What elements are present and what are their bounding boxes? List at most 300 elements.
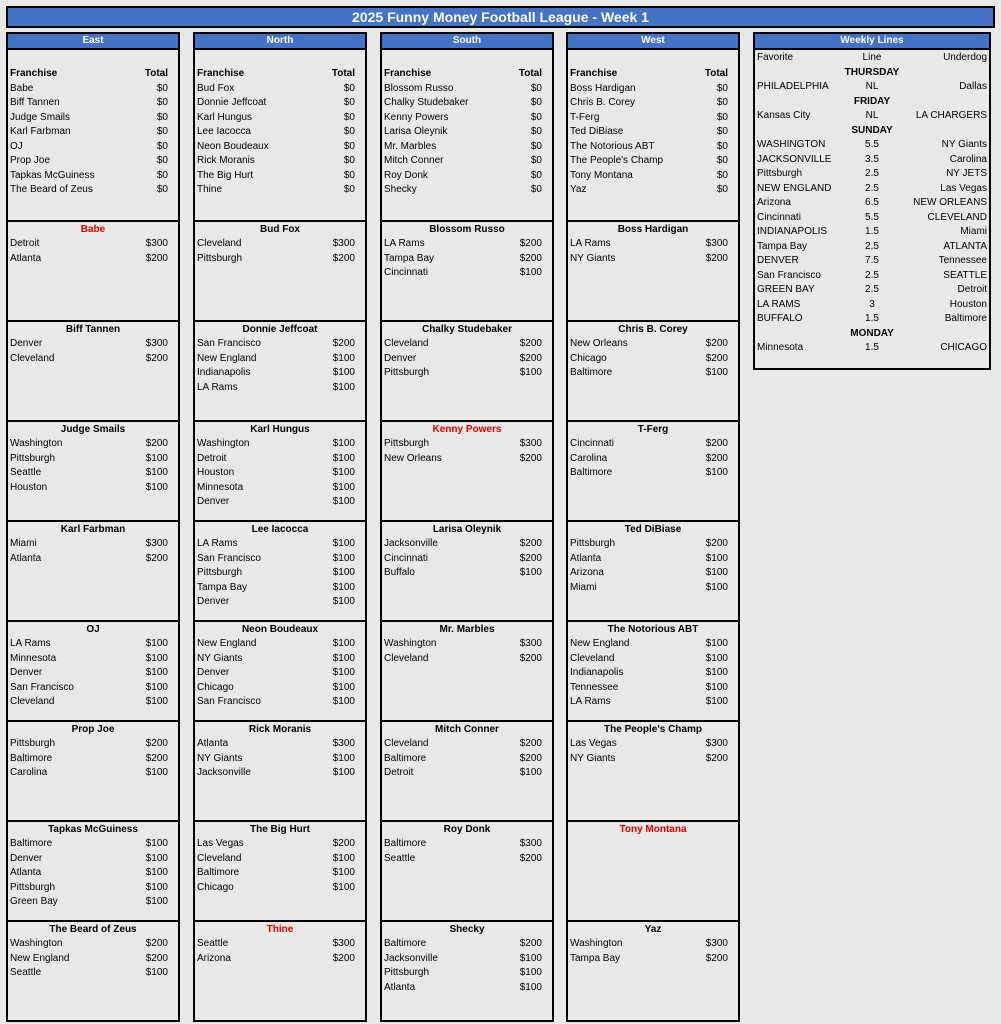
pick-row (195, 337, 365, 352)
standings-row (382, 111, 552, 126)
franchise-name: Kenny Powers (384, 111, 449, 123)
pick-row (568, 237, 738, 252)
line-value: 7.5 (865, 255, 879, 266)
pick-amount: $100 (145, 767, 168, 778)
team-picks-box (6, 320, 180, 422)
pick-team: Washington (384, 638, 437, 649)
pick-row (8, 766, 178, 781)
pick-team: Baltimore (384, 838, 427, 849)
pick-team: Pittsburgh (570, 538, 616, 549)
pick-amount: $100 (519, 367, 542, 378)
franchise-name: Neon Boudeaux (197, 140, 269, 152)
pick-amount: $100 (705, 567, 728, 578)
pick-team: LA Rams (570, 238, 611, 249)
line-row (755, 298, 989, 313)
pick-row (382, 637, 552, 652)
team-name: The Notorious ABT (607, 624, 699, 635)
franchise-name: Donnie Jeffcoat (197, 97, 267, 108)
pick-team: LA Rams (10, 638, 51, 649)
franchise-total: $0 (530, 184, 542, 195)
pick-row (8, 895, 178, 910)
pick-amount: $100 (332, 581, 355, 593)
pick-amount: $200 (519, 552, 542, 564)
pick-amount: $100 (332, 567, 355, 578)
standings-row (8, 140, 178, 155)
pick-amount: $300 (519, 838, 542, 849)
standings-row (568, 169, 738, 184)
underdog-team: Las Vegas (940, 182, 987, 194)
pick-row (382, 566, 552, 581)
team-picks-box (6, 920, 180, 1022)
pick-team: Washington (197, 438, 250, 449)
franchise-name: Chris B. Corey (570, 97, 636, 108)
pick-amount: $100 (145, 967, 168, 978)
pick-team: Cincinnati (384, 552, 428, 564)
standings-row (568, 154, 738, 169)
pick-team: Carolina (570, 452, 608, 464)
pick-amount: $100 (705, 552, 728, 564)
team-picks-box (566, 620, 740, 722)
franchise-total: $0 (716, 169, 728, 181)
franchise-total: $0 (156, 184, 168, 195)
line-row (755, 80, 989, 95)
pick-row (568, 452, 738, 467)
team-picks-box (380, 520, 554, 622)
line-row (755, 211, 989, 226)
pick-amount: $100 (145, 838, 168, 849)
pick-team: Chicago (570, 352, 607, 364)
favorite-team: LA RAMS (757, 298, 801, 310)
pick-team: Pittsburgh (10, 881, 56, 893)
standings-row (195, 96, 365, 111)
franchise-total: $0 (343, 111, 355, 123)
pick-team: Jacksonville (197, 767, 251, 778)
pick-amount: $100 (519, 267, 542, 278)
underdog-team: Dallas (959, 81, 987, 92)
pick-team: Baltimore (10, 838, 53, 849)
pick-amount: $200 (519, 938, 542, 949)
pick-team: NY Giants (570, 752, 616, 764)
division-column-east (6, 32, 180, 1022)
franchise-total: $0 (156, 155, 168, 166)
pick-team: LA Rams (197, 381, 238, 393)
pick-row (195, 537, 365, 552)
pick-team: NY Giants (570, 252, 616, 264)
team-name: Bud Fox (260, 224, 300, 235)
pick-amount: $100 (705, 581, 728, 593)
pick-amount: $100 (332, 367, 355, 378)
pick-row (195, 837, 365, 852)
standings-row (8, 169, 178, 184)
line-row (755, 182, 989, 197)
pick-amount: $100 (332, 552, 355, 564)
pick-amount: $200 (519, 352, 542, 364)
pick-amount: $200 (705, 452, 728, 464)
line-row (755, 341, 989, 356)
pick-amount: $100 (145, 881, 168, 893)
pick-amount: $100 (332, 667, 355, 678)
team-name: Yaz (644, 924, 662, 935)
pick-amount: $300 (332, 738, 355, 749)
line-value: 6.5 (865, 197, 879, 208)
pick-row (382, 266, 552, 281)
page-title: 2025 Funny Money Football League - Week 1 (6, 6, 995, 28)
pick-amount: $200 (519, 452, 542, 464)
pick-amount: $300 (145, 338, 168, 349)
underdog-team: CLEVELAND (927, 211, 987, 223)
pick-row (568, 466, 738, 481)
pick-row (195, 452, 365, 467)
pick-row (8, 637, 178, 652)
team-name: Babe (80, 224, 106, 235)
pick-row (8, 537, 178, 552)
franchise-name: The People's Champ (570, 155, 664, 166)
pick-amount: $100 (145, 696, 168, 707)
pick-row (195, 637, 365, 652)
line-row (755, 109, 989, 124)
line-value: 1.5 (865, 313, 879, 324)
pick-team: Carolina (10, 767, 48, 778)
pick-team: LA Rams (570, 696, 611, 707)
pick-amount: $100 (519, 981, 542, 993)
pick-team: Pittsburgh (10, 738, 56, 749)
franchise-total: $0 (343, 126, 355, 137)
franchise-name: Mr. Marbles (384, 140, 437, 152)
pick-row (8, 452, 178, 467)
pick-amount: $100 (332, 867, 355, 878)
pick-row (382, 252, 552, 267)
franchise-total: $0 (156, 140, 168, 152)
pick-row (8, 252, 178, 267)
pick-amount: $100 (145, 452, 168, 464)
franchise-name: The Big Hurt (197, 169, 254, 181)
standings-row (568, 140, 738, 155)
pick-amount: $100 (145, 896, 168, 907)
pick-team: Washington (570, 938, 623, 949)
team-picks-box (566, 720, 740, 822)
pick-amount: $200 (145, 952, 168, 964)
pick-row (568, 752, 738, 767)
line-row (755, 269, 989, 284)
franchise-total: $0 (716, 97, 728, 108)
pick-amount: $100 (332, 881, 355, 893)
pick-row (568, 581, 738, 596)
pick-amount: $300 (145, 538, 168, 549)
team-name: Chalky Studebaker (421, 324, 513, 335)
underdog-team: NY JETS (946, 168, 987, 179)
pick-team: Baltimore (384, 752, 427, 764)
pick-amount: $100 (705, 367, 728, 378)
pick-row (195, 495, 365, 510)
franchise-total: $0 (716, 111, 728, 123)
division-header: West (566, 32, 740, 48)
franchise-total: $0 (343, 140, 355, 152)
pick-row (195, 881, 365, 896)
pick-amount: $100 (705, 638, 728, 649)
pick-amount: $200 (145, 552, 168, 564)
pick-team: Atlanta (10, 867, 42, 878)
franchise-header: Franchise (197, 68, 245, 79)
pick-team: Cincinnati (570, 438, 614, 449)
team-picks-box (380, 420, 554, 522)
pick-row (8, 666, 178, 681)
pick-row (382, 966, 552, 981)
team-name: Chris B. Corey (618, 324, 688, 335)
line-row (755, 225, 989, 240)
pick-team: Cleveland (384, 738, 429, 749)
franchise-name: Chalky Studebaker (384, 97, 469, 108)
pick-team: Baltimore (10, 752, 53, 764)
team-picks-box (380, 320, 554, 422)
pick-row (8, 337, 178, 352)
total-header: Total (704, 68, 728, 79)
pick-team: Baltimore (570, 367, 613, 378)
standings-row (382, 82, 552, 97)
pick-team: Cleveland (10, 352, 55, 364)
franchise-total: $0 (156, 97, 168, 108)
pick-row (382, 366, 552, 381)
pick-team: Tennessee (570, 681, 619, 693)
favorite-team: WASHINGTON (757, 139, 826, 150)
franchise-name: T-Ferg (570, 111, 600, 123)
pick-row (382, 837, 552, 852)
pick-team: Buffalo (384, 567, 415, 578)
pick-amount: $200 (705, 538, 728, 549)
pick-row (382, 337, 552, 352)
pick-amount: $200 (519, 338, 542, 349)
team-picks-box (6, 820, 180, 922)
standings-header-row (382, 67, 552, 82)
pick-team: Denver (10, 667, 43, 678)
pick-row (568, 437, 738, 452)
pick-amount: $100 (332, 596, 355, 607)
team-name: Donnie Jeffcoat (242, 324, 318, 335)
pick-team: Cleveland (570, 652, 615, 664)
pick-amount: $100 (332, 438, 355, 449)
team-name: Thine (266, 924, 294, 935)
pick-row (8, 752, 178, 767)
pick-row (195, 481, 365, 496)
pick-row (568, 952, 738, 967)
pick-team: Pittsburgh (384, 967, 430, 978)
pick-row (568, 937, 738, 952)
pick-amount: $100 (705, 667, 728, 678)
underdog-team: Detroit (957, 284, 987, 295)
pick-row (568, 352, 738, 367)
pick-team: Washington (10, 938, 63, 949)
standings-row (8, 154, 178, 169)
favorite-team: GREEN BAY (757, 284, 815, 295)
pick-team: Arizona (197, 952, 231, 964)
pick-row (195, 737, 365, 752)
pick-amount: $100 (145, 867, 168, 878)
pick-row (195, 252, 365, 267)
pick-team: San Francisco (10, 681, 74, 693)
favorite-header: Favorite (757, 52, 794, 63)
pick-row (8, 481, 178, 496)
pick-row (195, 581, 365, 596)
pick-team: Indianapolis (570, 667, 624, 678)
line-row (755, 283, 989, 298)
underdog-team: NY Giants (941, 139, 987, 150)
favorite-team: Cincinnati (757, 211, 801, 223)
pick-row (8, 966, 178, 981)
team-name: Roy Donk (443, 824, 491, 835)
day-label: THURSDAY (844, 66, 900, 78)
pick-amount: $100 (332, 496, 355, 507)
pick-amount: $200 (705, 338, 728, 349)
franchise-name: Tapkas McGuiness (10, 169, 95, 181)
pick-row (8, 552, 178, 567)
team-name: Boss Hardigan (617, 224, 689, 235)
standings-row (195, 169, 365, 184)
pick-amount: $200 (519, 852, 542, 864)
franchise-name: Biff Tannen (10, 97, 60, 108)
pick-amount: $300 (705, 938, 728, 949)
pick-amount: $200 (519, 738, 542, 749)
pick-team: Minnesota (197, 481, 244, 493)
pick-row (8, 937, 178, 952)
standings-header-row (568, 67, 738, 82)
pick-amount: $200 (332, 952, 355, 964)
pick-amount: $100 (332, 481, 355, 493)
pick-team: Seattle (10, 967, 42, 978)
pick-row (8, 652, 178, 667)
division-standings (566, 48, 740, 222)
pick-row (195, 366, 365, 381)
franchise-total: $0 (156, 111, 168, 123)
pick-row (195, 695, 365, 710)
pick-row (195, 652, 365, 667)
pick-amount: $100 (145, 481, 168, 493)
pick-amount: $200 (145, 252, 168, 264)
team-picks-box (193, 720, 367, 822)
pick-team: Pittsburgh (197, 567, 243, 578)
team-picks-box (6, 620, 180, 722)
standings-row (382, 183, 552, 198)
team-picks-box (380, 220, 554, 322)
division-standings (193, 48, 367, 222)
pick-row (195, 552, 365, 567)
pick-amount: $200 (705, 752, 728, 764)
team-picks-box (566, 320, 740, 422)
team-name: The Big Hurt (250, 824, 310, 835)
pick-amount: $100 (705, 696, 728, 707)
pick-amount: $100 (519, 967, 542, 978)
standings-row (382, 169, 552, 184)
pick-team: Detroit (197, 452, 227, 464)
favorite-team: Minnesota (757, 342, 804, 353)
pick-amount: $300 (145, 238, 168, 249)
line-value: 1.5 (865, 226, 879, 237)
weekly-lines-panel (753, 32, 991, 370)
pick-row (195, 866, 365, 881)
franchise-total: $0 (343, 97, 355, 108)
pick-amount: $200 (145, 938, 168, 949)
pick-row (382, 952, 552, 967)
line-row (755, 138, 989, 153)
pick-team: Green Bay (10, 896, 58, 907)
pick-row (8, 952, 178, 967)
pick-row (195, 566, 365, 581)
pick-amount: $100 (332, 467, 355, 478)
franchise-total: $0 (716, 155, 728, 166)
team-picks-box (380, 920, 554, 1022)
pick-team: Houston (10, 481, 48, 493)
franchise-total: $0 (343, 82, 355, 94)
pick-amount: $100 (332, 352, 355, 364)
division-column-north (193, 32, 367, 1022)
team-name: Kenny Powers (432, 424, 502, 435)
division-column-south (380, 32, 554, 1022)
team-name: Karl Farbman (60, 524, 126, 535)
pick-team: New England (197, 638, 257, 649)
team-name: Tony Montana (619, 824, 687, 835)
pick-team: Las Vegas (570, 738, 617, 749)
pick-row (382, 437, 552, 452)
day-label: SUNDAY (851, 124, 893, 136)
pick-team: Seattle (384, 852, 416, 864)
standings-row (568, 183, 738, 198)
pick-row (568, 552, 738, 567)
pick-row (568, 366, 738, 381)
pick-row (195, 466, 365, 481)
standings-row (382, 140, 552, 155)
team-name: The Beard of Zeus (49, 924, 137, 935)
pick-team: Denver (197, 667, 230, 678)
line-value: 1.5 (865, 342, 879, 353)
total-header: Total (144, 68, 168, 79)
pick-row (8, 852, 178, 867)
underdog-team: CHICAGO (940, 342, 987, 353)
line-row (755, 312, 989, 327)
team-picks-box (193, 820, 367, 922)
franchise-name: Lee Iacocca (197, 126, 251, 137)
pick-amount: $200 (519, 752, 542, 764)
pick-team: Cincinnati (384, 267, 428, 278)
pick-team: Pittsburgh (384, 438, 430, 449)
favorite-team: PHILADELPHIA (757, 81, 829, 92)
pick-team: New England (570, 638, 630, 649)
pick-row (382, 752, 552, 767)
team-name: Neon Boudeaux (241, 624, 319, 635)
pick-row (382, 452, 552, 467)
pick-amount: $100 (145, 681, 168, 693)
favorite-team: NEW ENGLAND (757, 182, 832, 194)
franchise-total: $0 (530, 126, 542, 137)
standings-row (8, 125, 178, 140)
pick-row (8, 466, 178, 481)
franchise-total: $0 (716, 126, 728, 137)
team-name: Prop Joe (71, 724, 115, 735)
underdog-team: Miami (960, 226, 987, 237)
pick-amount: $100 (332, 696, 355, 707)
standings-row (8, 183, 178, 198)
franchise-name: Prop Joe (10, 155, 51, 166)
pick-amount: $100 (332, 767, 355, 778)
pick-team: Arizona (570, 567, 604, 578)
pick-amount: $300 (705, 238, 728, 249)
underdog-team: NEW ORLEANS (913, 197, 987, 208)
day-label: MONDAY (850, 327, 894, 339)
franchise-name: Larisa Oleynik (384, 126, 448, 137)
favorite-team: Arizona (757, 197, 791, 208)
franchise-name: Karl Farbman (10, 126, 71, 137)
pick-row (195, 952, 365, 967)
pick-team: NY Giants (197, 752, 243, 764)
franchise-name: Bud Fox (197, 82, 235, 94)
team-name: Lee Iacocca (251, 524, 309, 535)
